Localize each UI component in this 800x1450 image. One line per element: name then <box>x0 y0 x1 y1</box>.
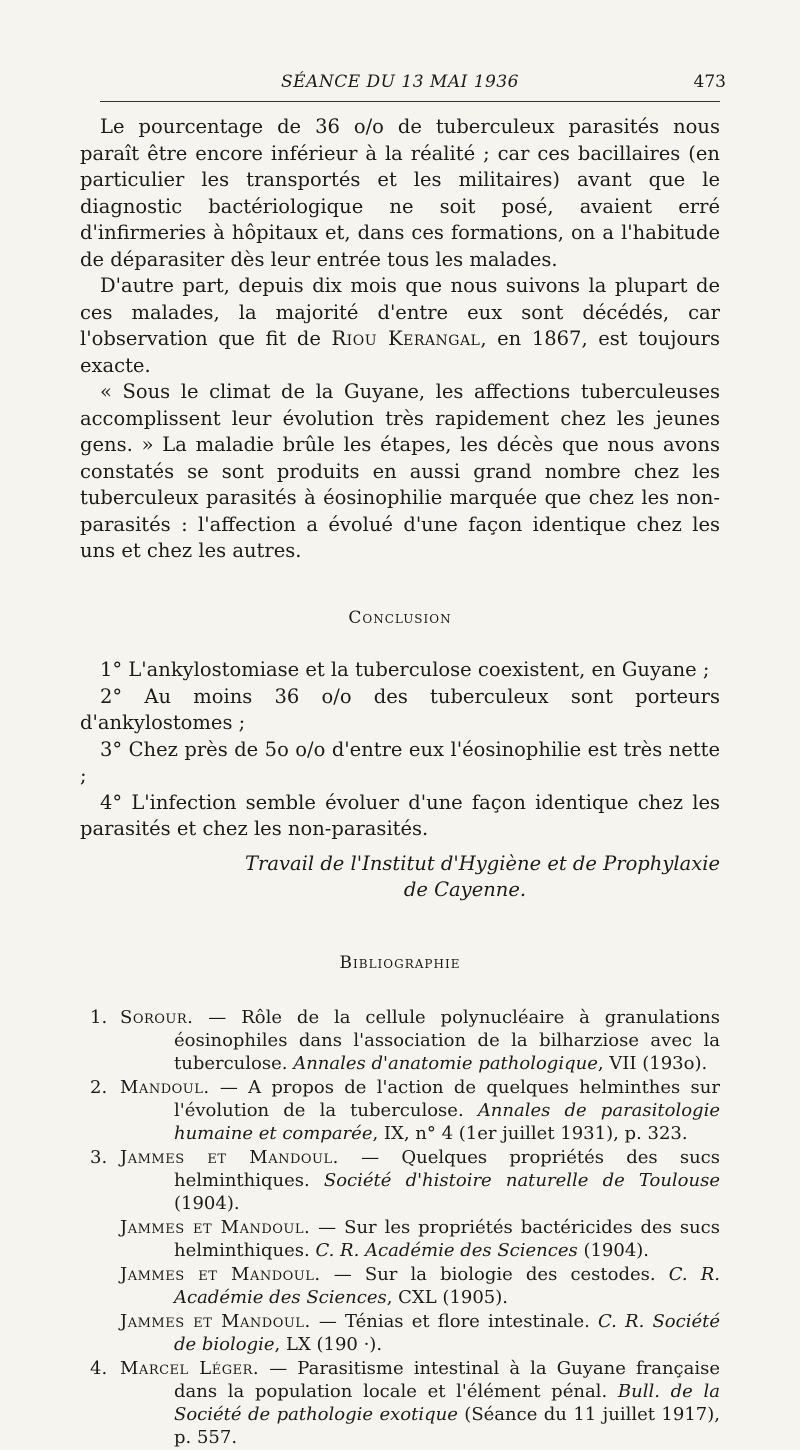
entry-tail: (1904). <box>174 1193 240 1214</box>
entry-tail: , IX, n° 4 (1er juillet 1931), p. 323. <box>372 1123 688 1144</box>
header-rule <box>100 101 720 102</box>
entry-journal: Annales de parasitologie humaine et comparée <box>174 1100 720 1144</box>
bibliography-entry <box>80 1146 720 1215</box>
entry-number: 3. <box>90 1147 108 1168</box>
entry-number: 2. <box>90 1077 108 1098</box>
institution-signature <box>80 851 720 904</box>
entry-author: Mandoul. <box>120 1077 210 1098</box>
entry-author: Jammes et Mandoul. <box>120 1217 311 1238</box>
conclusion-item: 4° L'infection semble évoluer d'une façon identique chez les parasités et chez les non-parasités. <box>80 790 720 840</box>
conclusion-item: 1° L'ankylostomiase et la tuberculose coexistent, en Guyane ; <box>100 658 710 681</box>
entry-author: Marcel Léger. <box>120 1358 260 1379</box>
entry-journal: C. R. Académie des Sciences <box>315 1240 578 1261</box>
bibliography-entry <box>80 1006 720 1075</box>
bibliography-heading: Bibliographie <box>339 952 461 973</box>
bibliography-entry <box>80 1310 720 1356</box>
entry-tail: (Séance du 11 juillet 1917), p. 557. <box>174 1404 720 1448</box>
paragraph: « Sous le climat de la Guyane, les affections tuberculeuses accomplissent leur évolution très rapidement chez les jeunes gens. » La maladie brûle les étapes, les décès que nous avons constatés se sont produits en aussi grand nombre chez les tuberculeux parasités à éosinophilie marquée que chez les non-parasités : l'affection a évolué d'une façon identique chez les uns et chez les autres. <box>80 380 720 562</box>
bibliography-list <box>80 1006 720 1449</box>
entry-tail: , LX (190 ·). <box>274 1334 383 1355</box>
running-header <box>80 68 726 100</box>
entry-text: — Sur les propriétés bactéricides des sucs helminthiques. <box>174 1217 720 1261</box>
paragraph-text: D'autre part, depuis dix mois que nous suivons la plupart de ces malades, la majorité d'entre eux sont décédés, car l'observation que fit de <box>80 274 720 350</box>
entry-text: — Ténias et flore intestinale. <box>310 1311 599 1332</box>
body-text <box>80 114 720 1450</box>
entry-text: — Sur la biologie des cestodes. <box>320 1264 669 1285</box>
entry-tail: (1904). <box>577 1240 650 1261</box>
entry-text: — Rôle de la cellule polynucléaire à granulations éosinophiles dans l'association de la bilharziose avec la tuberculose. <box>174 1007 720 1074</box>
bibliography-entry <box>80 1076 720 1145</box>
header-title: SÉANCE DU 13 MAI 1936 <box>281 72 519 92</box>
paragraph-text-tail: , en 1867, est toujours exacte. <box>80 327 721 377</box>
entry-text: — Quelques propriétés des sucs helminthiques. <box>174 1147 721 1191</box>
cited-author: Riou Kerangal <box>331 327 481 350</box>
conclusion-item: 3° Chez près de 5o o/o d'entre eux l'éosinophilie est très nette ; <box>80 737 720 787</box>
conclusion-heading: Conclusion <box>348 607 452 628</box>
signature-line: de Cayenne. <box>403 878 527 901</box>
entry-journal: Bull. de la Société de pathologie exotique <box>174 1381 720 1425</box>
entry-tail: , VII (193o). <box>597 1053 708 1074</box>
entry-author: Sorour. <box>120 1007 194 1028</box>
entry-tail: , CXL (1905). <box>386 1287 508 1308</box>
entry-number: 1. <box>90 1007 108 1028</box>
entry-author: Jammes et Mandoul. <box>120 1311 311 1332</box>
signature-line: Travail de l'Institut d'Hygiène et de Prophylaxie <box>245 851 720 875</box>
entry-journal: C. R. Académie des Sciences <box>174 1264 721 1308</box>
entry-text: — Parasitisme intestinal à la Guyane française dans la population locale et l'élément pénal. <box>174 1358 721 1402</box>
bibliography-entry <box>80 1263 720 1309</box>
page-number: 473 <box>693 72 726 92</box>
entry-journal: Société d'histoire naturelle de Toulouse <box>323 1170 720 1191</box>
bibliography-entry <box>80 1357 720 1449</box>
entry-journal: C. R. Société de biologie <box>174 1311 721 1355</box>
entry-author: Jammes et Mandoul. <box>120 1147 339 1168</box>
entry-author: Jammes et Mandoul. <box>120 1264 321 1285</box>
bibliography-entry <box>80 1216 720 1262</box>
paragraph <box>80 273 720 379</box>
entry-number: 4. <box>90 1358 108 1379</box>
conclusion-item: 2° Au moins 36 o/o des tuberculeux sont porteurs d'ankylostomes ; <box>80 684 720 734</box>
entry-journal: Annales d'anatomie pathologique <box>293 1053 598 1074</box>
entry-text: — A propos de l'action de quelques helminthes sur l'évolution de la tuberculose. <box>174 1077 720 1121</box>
paragraph: Le pourcentage de 36 o/o de tuberculeux parasités nous paraît être encore inférieur à la réalité ; car ces bacillaires (en particulier les transportés et les militaires) avant que le diagnostic bactériologique ne soit posé, avaient erré d'infirmeries à hôpitaux et, dans ces formations, on a l'habitude de déparasiter dès leur entrée tous les malades. <box>80 115 720 271</box>
